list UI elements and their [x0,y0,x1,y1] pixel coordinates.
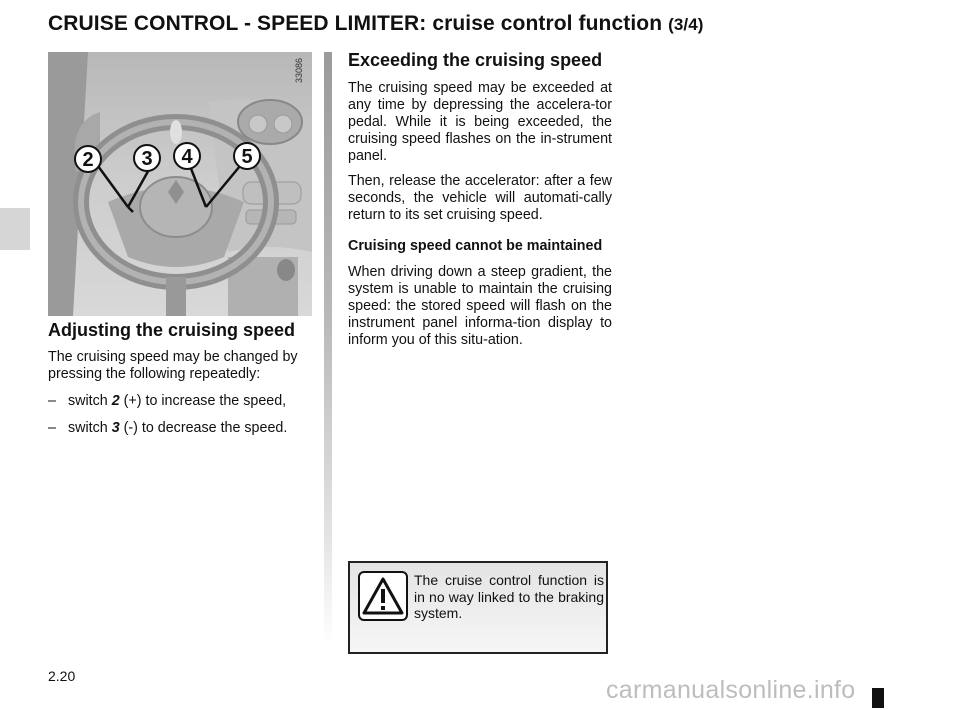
callout-layer [48,52,312,316]
title-main: CRUISE CONTROL - SPEED LIMITER: cruise control function [48,12,663,35]
watermark: carmanualsonline.info [606,676,856,704]
adjusting-intro: The cruising speed may be changed by pressing the following repeatedly: [48,349,298,382]
column-divider [324,52,332,647]
warning-box [348,561,608,654]
title-part: (3/4) [668,15,704,34]
svg-text:5: 5 [241,146,253,168]
list-item-increase: – switch 2 (+) to increase the speed, [48,393,287,409]
figure-ref-code: 33086 [294,58,304,84]
heading-exceeding: Exceeding the cruising speed [348,50,603,70]
page-number: 2.20 [48,668,76,684]
list-item-decrease: – switch 3 (-) to decrease the speed. [48,420,288,436]
exceeding-paragraph-1: The cruising speed may be exceeded at any time by depressing the accelera-tor pedal. While it is being exceeded, the cruising speed flashes on the in-strument panel. [348,80,612,164]
svg-text:3: 3 [141,148,153,170]
exceeding-paragraph-2: Then, release the accelerator: after a few seconds, the vehicle will automati-cally return to its set cruising speed. [348,173,612,223]
warning-text: The cruise control function is in no way linked to the braking system. [414,572,604,621]
svg-text:4: 4 [181,146,193,168]
section-tab [0,208,30,250]
heading-adjusting: Adjusting the cruising speed [48,320,296,340]
subheading-cannot-maintain: Cruising speed cannot be maintained [348,238,603,254]
left-column [48,320,314,447]
corner-mark [872,688,884,708]
warning-triangle-icon [358,571,408,621]
callout-5 [234,143,260,169]
page-title [48,12,704,36]
callout-4 [174,143,200,169]
callout-3 [134,145,160,171]
right-column [348,50,612,357]
svg-text:2: 2 [82,149,94,171]
gradient-paragraph: When driving down a steep gradient, the system is unable to maintain the cruising speed: the stored speed will flash on the instrument panel informa-tion display to inform you of this situ-ation. [348,264,612,348]
callout-2 [75,146,101,172]
